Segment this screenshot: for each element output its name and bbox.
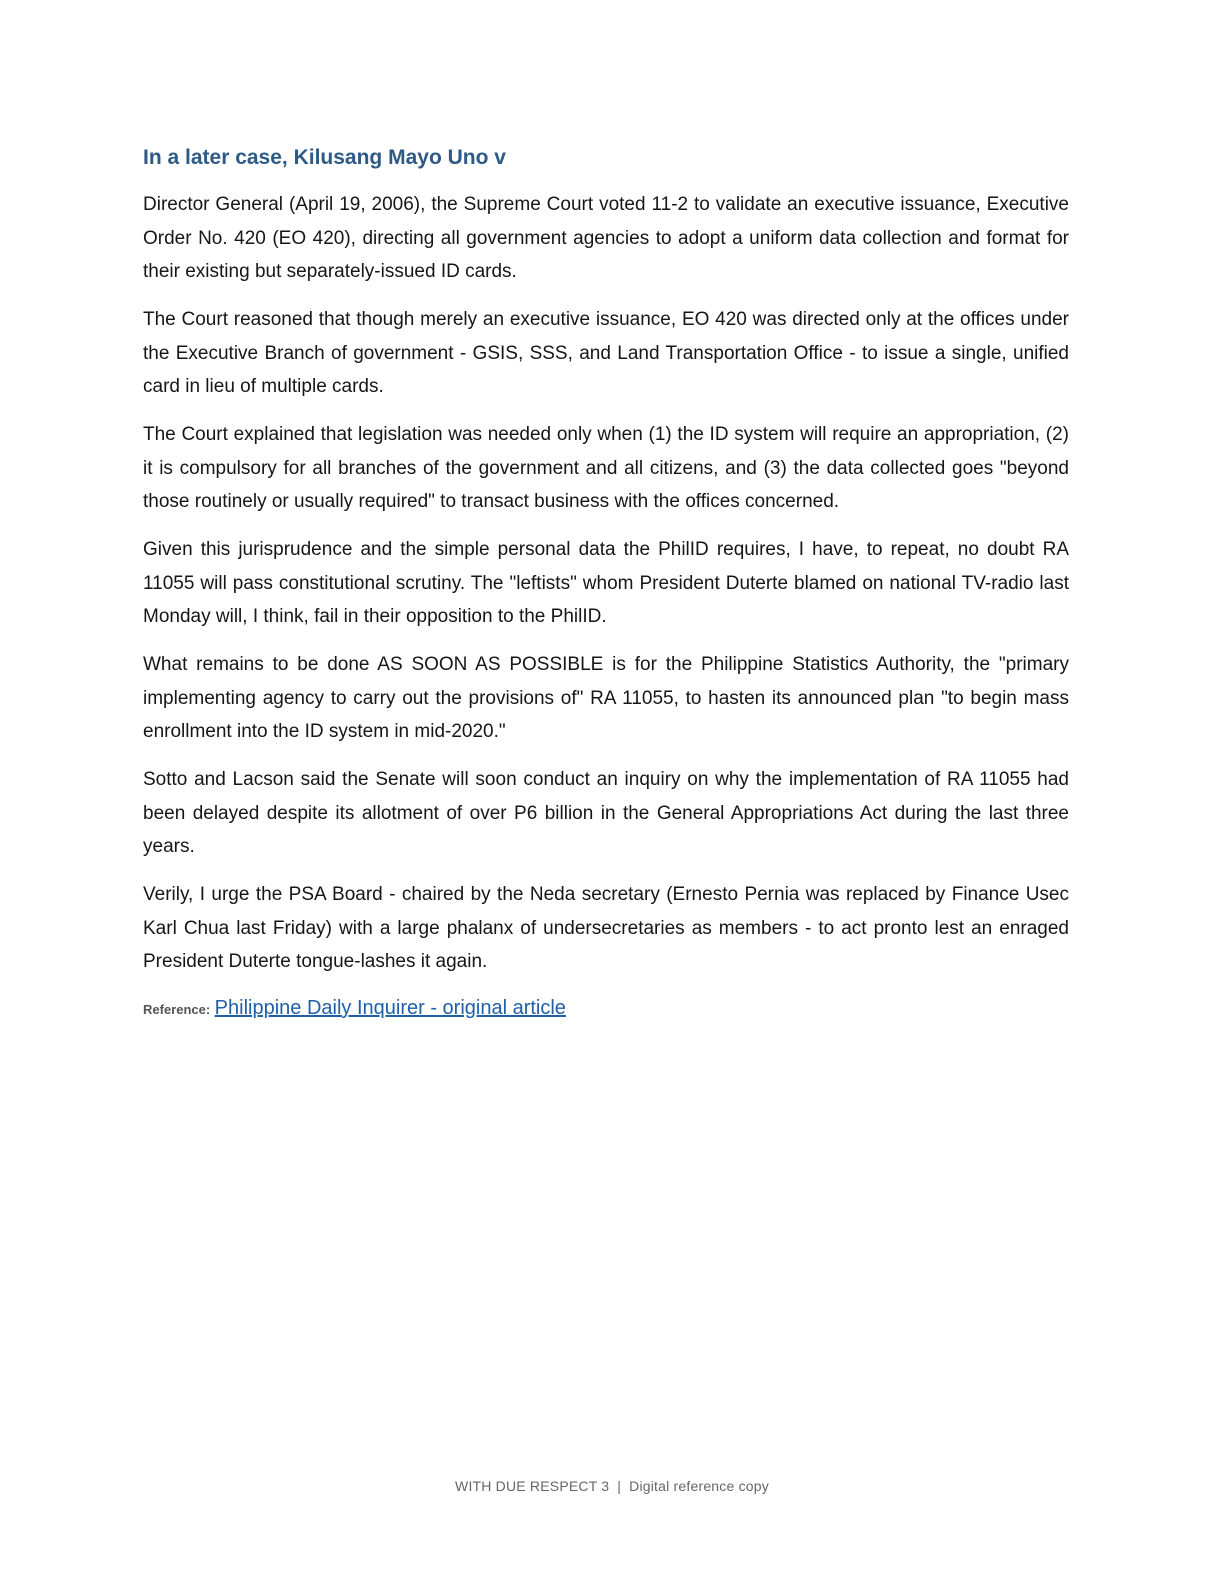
page-footer [0, 1478, 1224, 1494]
paragraph-5: What remains to be done AS SOON AS POSSIBLE is for the Philippine Statistics Authority, the "primary implementing agency to carry out the provisions of" RA 11055, to hasten its announced plan "to begin mass enrollment into the ID system in mid-2020." [143, 654, 1069, 742]
reference-label: Reference: [143, 1002, 211, 1017]
section-heading: In a later case, Kilusang Mayo Uno v [143, 146, 506, 169]
reference-link[interactable]: Philippine Daily Inquirer - original article [214, 997, 566, 1019]
paragraph-2: The Court reasoned that though merely an executive issuance, EO 420 was directed only at the offices under the Executive Branch of government - GSIS, SSS, and Land Transportation Office - to issue a single, unified card in lieu of multiple cards. [143, 309, 1069, 397]
paragraph-7: Verily, I urge the PSA Board - chaired by the Neda secretary (Ernesto Pernia was replaced by Finance Usec Karl Chua last Friday) with a large phalanx of undersecretaries as members - to act pronto lest an enraged President Duterte tongue-lashes it again. [143, 884, 1069, 972]
reference-line [143, 993, 1069, 1025]
footer-title: WITH DUE RESPECT 3 [455, 1478, 610, 1494]
footer-separator: | [617, 1478, 622, 1494]
paragraph-6: Sotto and Lacson said the Senate will soon conduct an inquiry on why the implementation of RA 11055 had been delayed despite its allotment of over P6 billion in the General Appropriations Act during the last three years. [143, 769, 1069, 857]
paragraph-1: Director General (April 19, 2006), the Supreme Court voted 11-2 to validate an executive issuance, Executive Order No. 420 (EO 420), directing all government agencies to adopt a uniform data collection and format for their existing but separately-issued ID cards. [143, 194, 1069, 282]
paragraph-4: Given this jurisprudence and the simple personal data the PhilID requires, I have, to repeat, no doubt RA 11055 will pass constitutional scrutiny. The "leftists" whom President Duterte blamed on national TV-radio last Monday will, I think, fail in their opposition to the PhilID. [143, 539, 1069, 627]
footer-note: Digital reference copy [629, 1478, 769, 1494]
paragraph-3: The Court explained that legislation was needed only when (1) the ID system will require an appropriation, (2) it is compulsory for all branches of the government and all citizens, and (3) the data collected goes "beyond those routinely or usually required" to transact business with the offices concerned. [143, 424, 1069, 512]
article-body [143, 140, 1069, 1025]
